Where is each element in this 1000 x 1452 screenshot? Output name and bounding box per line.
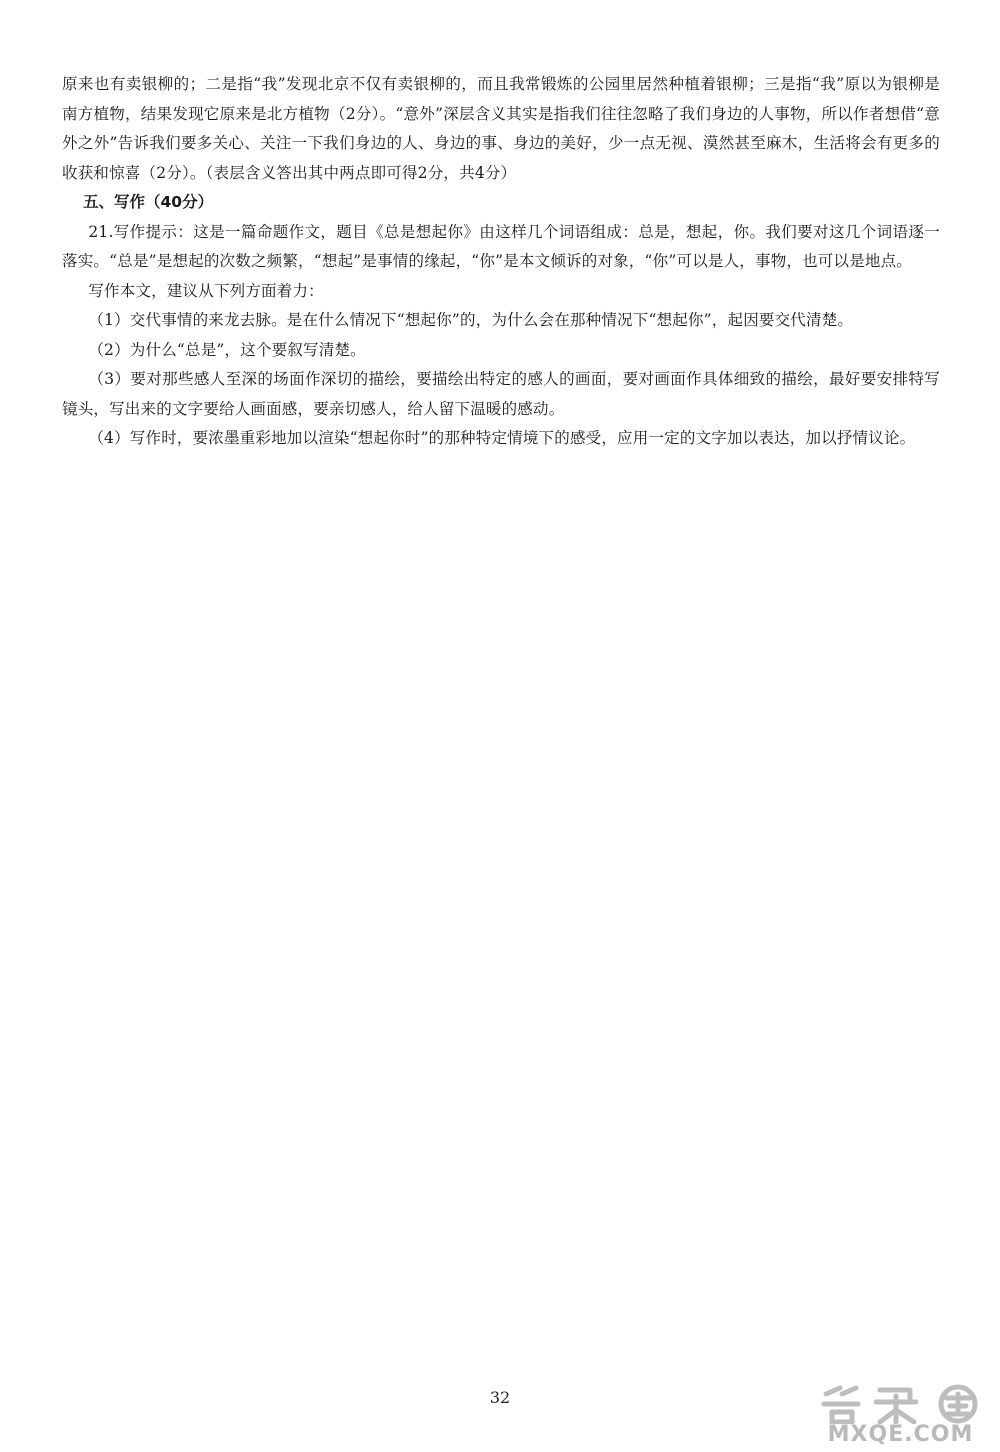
writing-point-4: （4）写作时，要浓墨重彩地加以渲染“想起你时”的那种特定情境下的感受，应用一定的文字加以表达，加以抒情议论。 [88, 429, 916, 447]
writing-hint-paragraph: 21.写作提示：这是一篇命题作文，题目《总是想起你》由这样几个词语组成：总是，想起，你。我们要对这几个词语逐一落实。“总是”是想起的次数之频繁，“想起”是事情的缘起，“你”是本文倾诉的对象，“你”可以是人，事物，也可以是地点。 [62, 222, 940, 270]
writing-point-2: （2）为什么“总是”，这个要叙写清楚。 [88, 340, 366, 359]
watermark-site-text: MXQE.COM [827, 1422, 974, 1447]
section-title-writing: 五、写作（40分） [83, 193, 214, 211]
watermark-logo-icon [818, 1384, 988, 1424]
writing-point-1: （1）交代事情的来龙去脉。是在什么情况下“想起你”的，为什么会在那种情况下“想起你”，起因要交代清楚。 [88, 311, 854, 329]
writing-suggestion-intro: 写作本文，建议从下列方面着力： [88, 281, 324, 300]
document-body [62, 70, 940, 454]
page-number: 32 [489, 1388, 511, 1407]
writing-point-3: （3）要对那些感人至深的场面作深切的描绘，要描绘出特定的感人的画面，要对画面作具体细致的描绘，最好要安排特写镜头，写出来的文字要给人画面感，要亲切感人，给人留下温暖的感动。 [62, 370, 940, 418]
answer-paragraph-continued: 原来也有卖银柳的；二是指“我”发现北京不仅有卖银柳的，而且我常锻炼的公园里居然种植着银柳；三是指“我”原以为银柳是南方植物，结果发现它原来是北方植物（2分）。“意外”深层含义其实是指我们往往忽略了我们身边的人事物，所以作者想借“意外之外”告诉我们要多关心、关注一下我们身边的人、身边的事、身边的美好，少一点无视、漠然甚至麻木，生活将会有更多的收获和惊喜（2分）。（表层含义答出其中两点即可得2分，共4分） [62, 75, 940, 182]
watermark [808, 1384, 993, 1448]
